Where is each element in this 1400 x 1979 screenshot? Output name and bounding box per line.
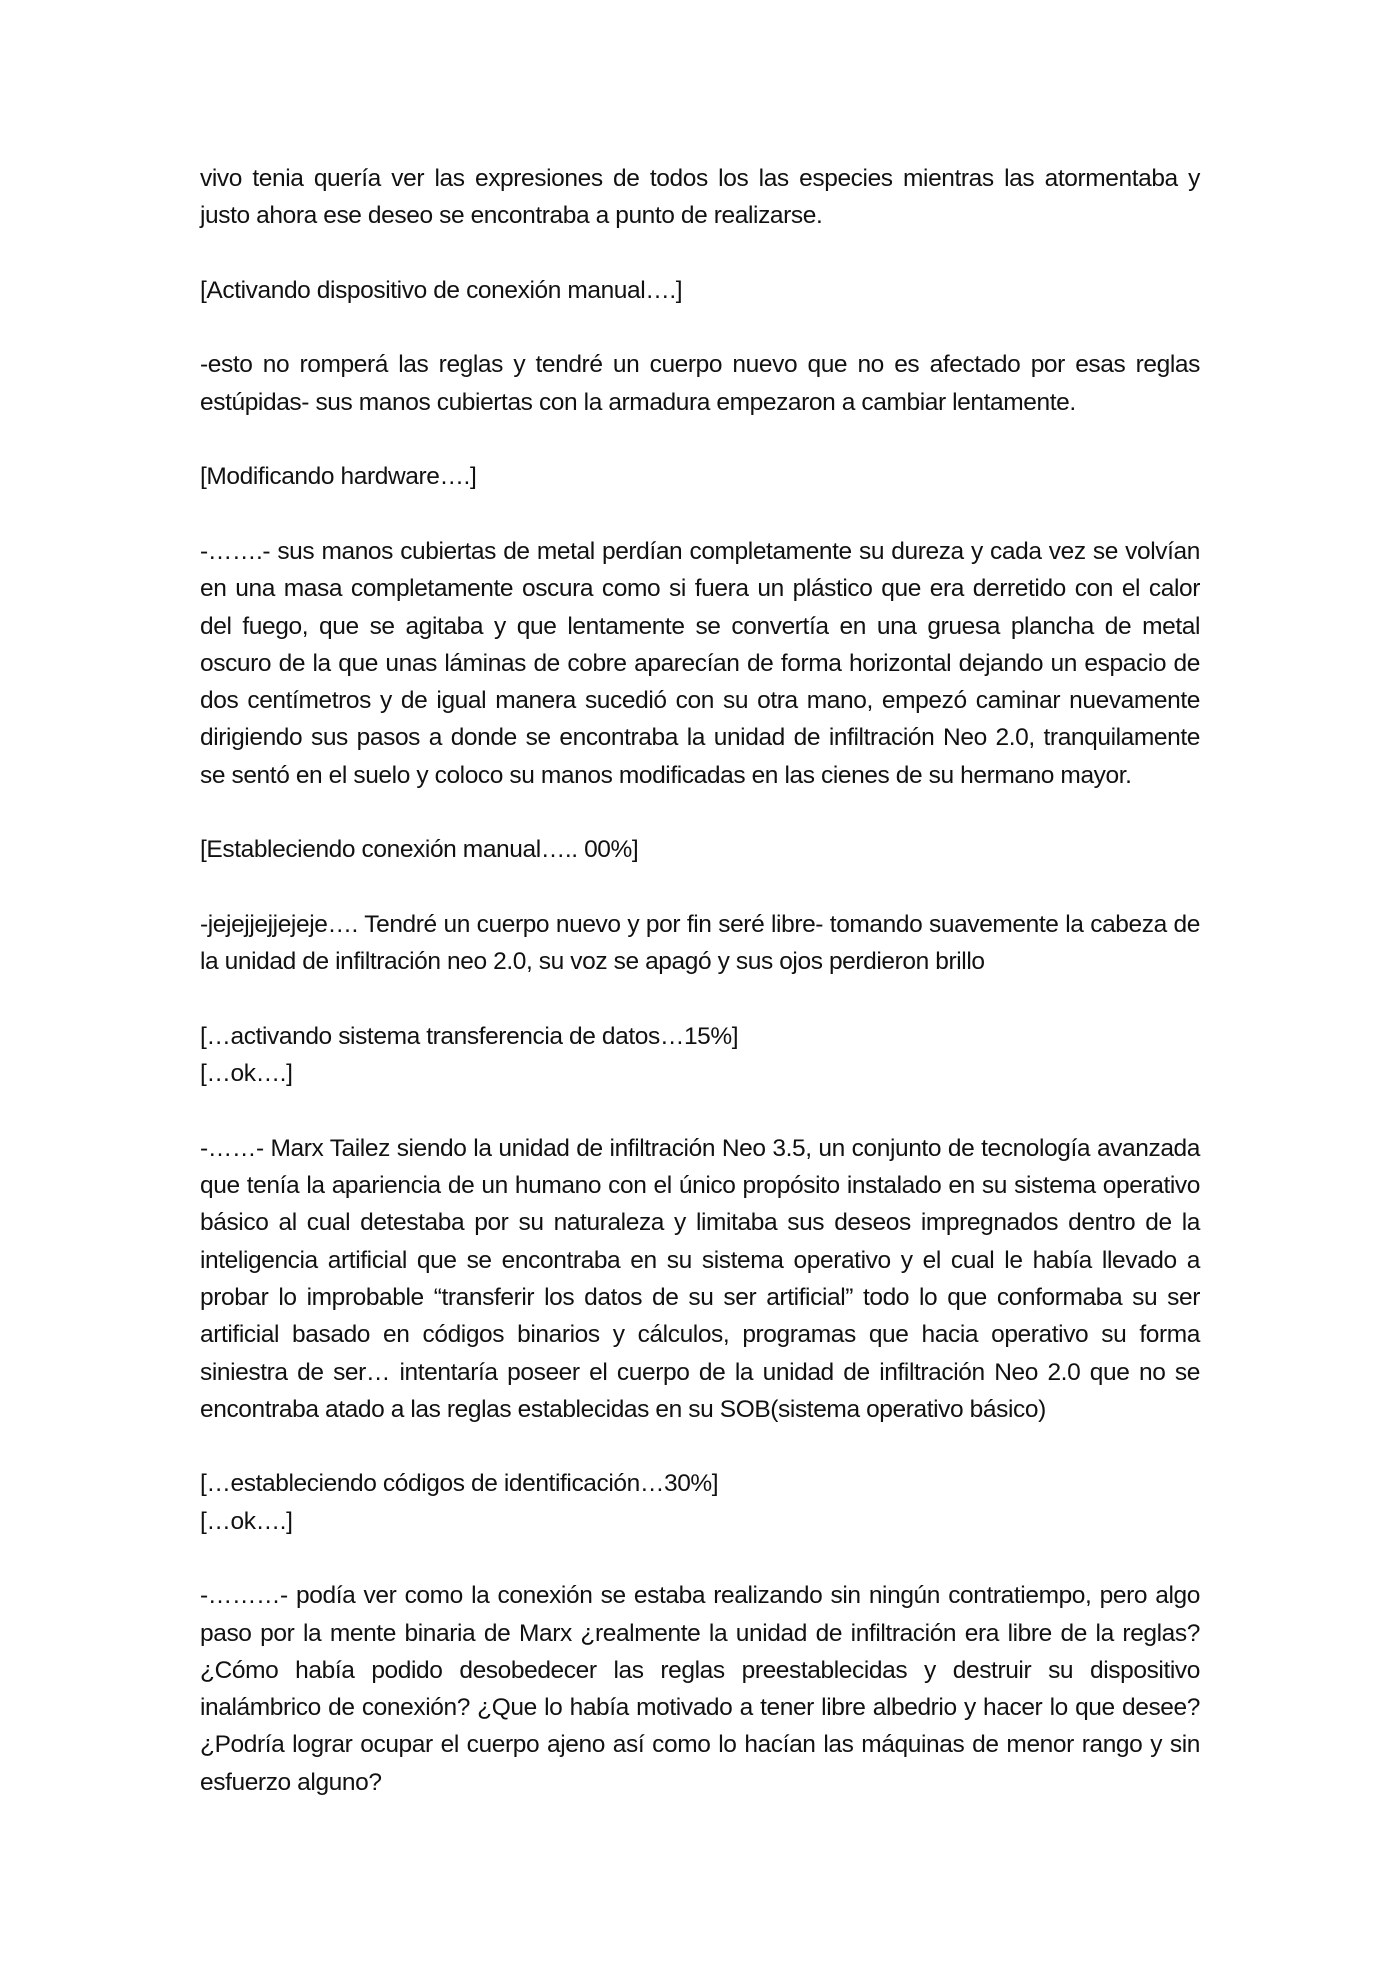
paragraph-10 bbox=[200, 1465, 1200, 1540]
paragraph-4 bbox=[200, 458, 1200, 495]
paragraph-line: […ok….] bbox=[200, 1507, 293, 1535]
paragraph-line: -……- Marx Tailez siendo la unidad de infiltración Neo 3.5, un conjunto de tecnología avanzada que tenía la apariencia de un humano con el único propósito instalado en su sistema operativo básico al cual detestaba por su naturaleza y limitaba sus deseos impregnados dentro de la inteligencia artificial que se encontraba en su sistema operativo y el cual le había llevado a probar lo improbable “transferir los datos de su ser artificial” todo lo que conformaba su ser artificial basado en códigos binarios y cálculos, programas que hacia operativo su forma siniestra de ser… intentaría poseer el cuerpo de la unidad de infiltración Neo 2.0 que no se encontraba atado a las reglas establecidas en su SOB(sistema operativo básico) bbox=[200, 1134, 1200, 1423]
paragraph-2 bbox=[200, 272, 1200, 309]
document-page bbox=[200, 160, 1200, 1838]
paragraph-line: […activando sistema transferencia de datos…15%] bbox=[200, 1022, 739, 1050]
paragraph-9 bbox=[200, 1130, 1200, 1428]
paragraph-5 bbox=[200, 533, 1200, 794]
paragraph-8 bbox=[200, 1018, 1200, 1093]
paragraph-line: […ok….] bbox=[200, 1060, 293, 1088]
paragraph-7 bbox=[200, 906, 1200, 981]
paragraph-line: [Estableciendo conexión manual….. 00%] bbox=[200, 836, 639, 864]
paragraph-line: -…….- sus manos cubiertas de metal perdían completamente su dureza y cada vez se volvían en una masa completamente oscura como si fuera un plástico que era derretido con el calor del fuego, que se agitaba y que lentamente se convertía en una gruesa plancha de metal oscuro de la que unas láminas de cobre aparecían de forma horizontal dejando un espacio de dos centímetros y de igual manera sucedió con su otra mano, empezó caminar nuevamente dirigiendo sus pasos a donde se encontraba la unidad de infiltración Neo 2.0, tranquilamente se sentó en el suelo y coloco su manos modificadas en las cienes de su hermano mayor. bbox=[200, 537, 1200, 789]
paragraph-line: […estableciendo códigos de identificación…30%] bbox=[200, 1470, 719, 1498]
paragraph-11 bbox=[200, 1577, 1200, 1801]
paragraph-line: -esto no romperá las reglas y tendré un cuerpo nuevo que no es afectado por esas reglas estúpidas- sus manos cubiertas con la armadura empezaron a cambiar lentamente. bbox=[200, 351, 1200, 416]
paragraph-line: [Activando dispositivo de conexión manual….] bbox=[200, 276, 683, 304]
paragraph-1 bbox=[200, 160, 1200, 235]
paragraph-line: -………- podía ver como la conexión se estaba realizando sin ningún contratiempo, pero algo paso por la mente binaria de Marx ¿realmente la unidad de infiltración era libre de la reglas? ¿Cómo había podido desobedecer las reglas preestablecidas y destruir su dispositivo inalámbrico de conexión? ¿Que lo había motivado a tener libre albedrio y hacer lo que desee? ¿Podría lograr ocupar el cuerpo ajeno así como lo hacían las máquinas de menor rango y sin esfuerzo alguno? bbox=[200, 1582, 1200, 1796]
paragraph-line: -jejejjejjejeje…. Tendré un cuerpo nuevo y por fin seré libre- tomando suavemente la cabeza de la unidad de infiltración neo 2.0, su voz se apagó y sus ojos perdieron brillo bbox=[200, 910, 1200, 976]
paragraph-line: vivo tenia quería ver las expresiones de todos los las especies mientras las atormentaba y justo ahora ese deseo se encontraba a punto de realizarse. bbox=[200, 165, 1200, 230]
paragraph-6 bbox=[200, 831, 1200, 868]
paragraph-line: [Modificando hardware….] bbox=[200, 463, 477, 491]
paragraph-3 bbox=[200, 346, 1200, 421]
